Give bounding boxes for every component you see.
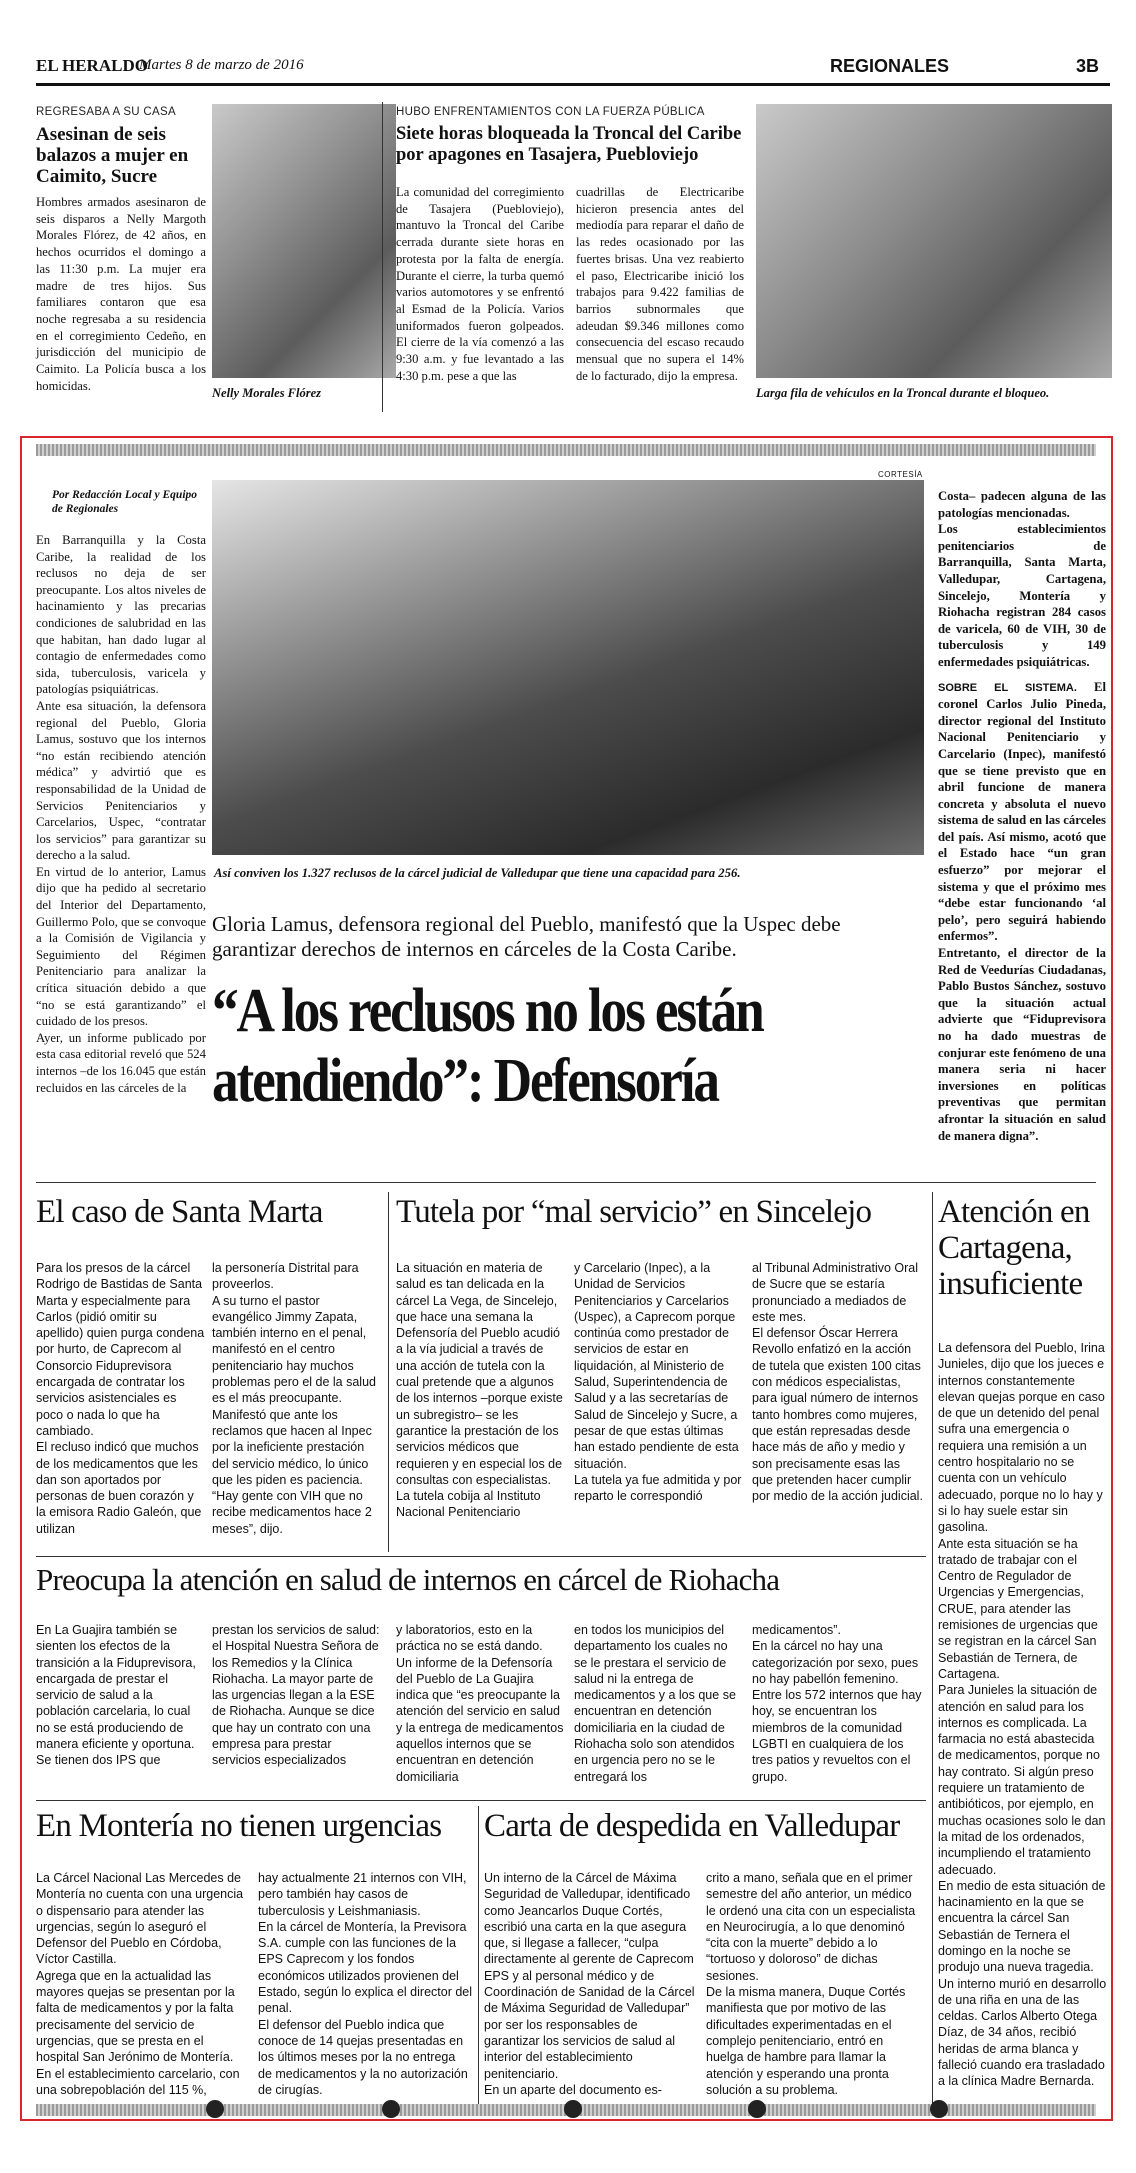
section-title-valledupar: Carta de despedida en Valledupar [484, 1808, 900, 1844]
monteria-col-2: hay actualmente 21 internos con VIH, pero también hay casos de tuberculosis y Leishmaniasis. En la cárcel de Montería, la Previsora S.A. cumple con las funciones de la EPS Caprecom y los fondos económicos utilizados provienen del Estado, según lo explica el director del penal. El defensor del Pueblo indica que conoce de 14 quejas presentadas en los últimos meses por la no entrega de medicamentos y la no autorización de cirugías. [258, 1871, 473, 2097]
monteria-col-1: La Cárcel Nacional Las Mercedes de Montería no cuenta con una urgencia o dispensario para atender las urgencias, según lo aseguró el Defensor del Pueblo en Córdoba, Víctor Castilla. Agrega que en la actualidad las mayores quejas se presentan por la falta de medicamentos y por la falta precisamente del servicio de urgencias, que se presta en el hospital San Jerónimo de Montería. En el establecimiento carcelario, con una sobrepoblación del 115 %, [36, 1871, 244, 2097]
deck: Gloria Lamus, defensora regional del Pueblo, manifestó que la Uspec debe garantizar derechos de internos en cárceles de la Costa Caribe. [212, 912, 841, 961]
riohacha-col-1: En La Guajira también se sienten los efectos de la transición a la Fiduprevisora, encargada de prestar el servicio de salud a la población carcelaria, lo cual no se está produciendo de manera eficiente y oportuna. Se tienen dos IPS que [36, 1623, 196, 1768]
photo-caption: Así conviven los 1.327 reclusos de la cárcel judicial de Valledupar que tiene una capacidad para 256. [214, 866, 741, 880]
santa-marta-col-2: la personería Distrital para proveerlos. A su turno el pastor evangélico Jimmy Zapata, también interno en el penal, manifestó en el centro penitenciario hay muchos problemas pero el de la salud es el más preocupante. Manifestó que ante los reclamos que hacen al Inpec por la ineficiente prestación del servicio médico, lo único que les piden es paciencia. “Hay gente con VIH que no recibe medicamentos hace 2 meses”, dijo. [212, 1261, 376, 1536]
story-title: Asesinan de seis balazos a mujer en Caimito, Sucre [36, 124, 189, 187]
sincelejo-col-3: al Tribunal Administrativo Oral de Sucre que se estaría pronunciado a mediados de este mes. El defensor Óscar Herrera Revollo enfatizó en la acción de tutela que existen 100 citas con médicos especialistas, para igual número de internos tanto hombres como mujeres, que están represadas desde hace más de año y medio y son precisamente esas las que pretenden hacer cumplir por medio de la acción judicial. [752, 1261, 923, 1504]
valledupar-col-2: crito a mano, señala que en el primer semestre del año anterior, un médico le ordenó una cita con un especialista en Neurocirugía, a lo que denominó “cita con la muerte” debido a lo “tortuoso y doloroso” de dichas sesiones. De la misma manera, Duque Cortés manifiesta que por motivo de las dificultades experimentadas en el complejo penitenciario, entró en huelga de hambre para llamar la atención y esperando una pronta solución a su problema. [706, 1871, 916, 2097]
registration-mark [930, 2100, 948, 2118]
section-lead: SOBRE EL SISTEMA. [938, 681, 1077, 694]
section-rule [36, 1556, 926, 1557]
valledupar-col-1: Un interno de la Cárcel de Máxima Seguridad de Valledupar, identificado como Jeancarlos Duque Cortés, escribió una carta en la que asegura que, si llegase a fallecer, “culpa directamente al gerente de Caprecom EPS y al personal médico y de Coordinación de Sanidad de la Cárcel de Máxima Seguridad de Valledupar” por ser los responsables de garantizar los servicios de salud al interior del establecimiento penitenciario. En un aparte del documento es- [484, 1871, 695, 2097]
main-right-column [938, 488, 1106, 1144]
section-title-cartagena: Atención en Cartagena, insuficiente [938, 1194, 1090, 1302]
column-rule [388, 1192, 389, 1552]
section-title-sincelejo: Tutela por “mal servicio” en Sincelejo [396, 1194, 872, 1230]
registration-mark [206, 2100, 224, 2118]
riohacha-col-3: y laboratorios, esto en la práctica no se está dando. Un informe de la Defensoría del Pueblo de La Guajira indica que “es preocupante la atención del servicio en salud y la entrega de medicamentos aquellos internos que se encuentran en detención domiciliaria [396, 1623, 564, 1784]
prison-photo [212, 480, 924, 855]
cartagena-body: La defensora del Pueblo, Irina Junieles, dijo que los jueces e internos constantemente elevan quejas porque en caso de que un detenido del penal sufra una emergencia o requiera una remisión a un centro hospitalario no se cuenta con un vehículo adecuado, porque no lo hay y si lo hay suele estar sin gasolina. Ante esta situación se ha tratado de trabajar con el Centro de Regulador de Urgencias y Emergencias, CRUE, para atender las remisiones de urgencias que se registran en la cárcel San Sebastián de Ternera, de Cartagena. Para Junieles la situación de atención en salud para los internos es complicada. La farmacia no está abastecida de medicamentos, porque no hay contrato. Si algún preso requiere un tratamiento de antibióticos, por ejemplo, en muchas ocasiones solo le dan la mitad de los ordenados, incumpliendo el tratamiento adecuado. En medio de esta situación de hacinamiento en la que se encuentra la cárcel San Sebastián de Ternera el domingo en la noche se produjo una nueva tragedia. Un interno murió en desarrollo de una riña en una de las celdas. Carlos Alberto Otega Díaz, de 34 años, recibió heridas de arma blanca y falleció cuando era trasladado a la clínica Madre Bernarda. [938, 1341, 1107, 2089]
right-column-system [938, 679, 1106, 1145]
photo-caption: Larga fila de vehículos en la Troncal durante el bloqueo. [756, 386, 1050, 400]
photo-credit: CORTESÍA [878, 470, 923, 479]
registration-mark [564, 2100, 582, 2118]
right-column-text: El coronel Carlos Julio Pineda, director regional del Instituto Nacional Penitenciario y Carcelario (Inpec), manifestó que se tiene previsto que en abril funcione de manera concreta y absoluta el nuevo sistema de salud en las cárceles del país. Así mismo, acotó que el Estado hace “un gran esfuerzo” por mejorar el sistema y que el próximo mes “debe estar funcionando ‘al pelo’, pero seguirá habiendo enfermos”. Entretanto, el director de la Red de Veedurías Ciudadanas, Pablo Bustos Sánchez, sostuvo que la situación actual advierte que “Fiduprevisora no ha dado muestras de conjurar este fenómeno de una manera seria ni hacer inversiones en políticas preventivas que permitan afrontar la situación en salud de manera digna”. [938, 679, 1106, 1143]
story-kicker: REGRESABA A SU CASA [36, 106, 176, 118]
section-title-santa-marta: El caso de Santa Marta [36, 1194, 323, 1230]
story-body: Hombres armados asesinaron de seis disparos a Nelly Margoth Morales Flórez, de 42 años, en hechos ocurridos el domingo a las 11:30 p.m. La mujer era madre de tres hijos. Sus familiares contaron que esa noche regresaba a su residencia en el corregimiento Cedeño, en jurisdicción del municipio de Caimito. La Policía busca a los homicidas. [36, 195, 206, 393]
traffic-jam-photo [756, 104, 1112, 378]
sincelejo-col-2: y Carcelario (Inpec), a la Unidad de Servicios Penitenciarios y Carcelarios (Uspec), a Caprecom porque continúa como prestador de servicios de estar en liquidación, al Ministerio de Salud, Superintendencia de Salud y a las secretarías de Salud de Sincelejo y Sucre, a pesar de que estas últimas han estado pendiente de esta situación. La tutela ya fue admitida y por reparto le correspondió [574, 1261, 742, 1504]
photo-caption: Nelly Morales Flórez [212, 386, 322, 400]
story-kicker: HUBO ENFRENTAMIENTOS CON LA FUERZA PÚBLICA [396, 106, 705, 118]
section-title-monteria: En Montería no tienen urgencias [36, 1808, 442, 1844]
column-rule [382, 102, 383, 412]
issue-date: Martes 8 de marzo de 2016 [139, 57, 304, 73]
story-caimito [36, 96, 366, 416]
page-number: 3B [1076, 56, 1100, 76]
story-col-1: La comunidad del corregimiento de Tasajera (Puebloviejo), mantuvo la Troncal del Caribe cerrada durante siete horas en protesta por la falta de energía. Durante el cierre, la turba quemó varios automotores y se enfrentó al Esmad de la Policía. Varios uniformados fueron golpeados. El cierre de la vía comenzó a las 9:30 a.m. y fue levantado a las 4:30 p.m. pese a que las [396, 185, 564, 383]
page-header [36, 54, 1110, 84]
riohacha-col-2: prestan los servicios de salud: el Hospital Nuestra Señora de los Remedios y la Clínica Riohacha. La mayor parte de las urgencias llegan a la ESE de Riohacha. Aunque se dice que hay un contrato con una empresa para prestar servicios especializados [212, 1623, 380, 1768]
right-column-intro: Costa– padecen alguna de las patologías mencionadas. Los establecimientos penitenciarios de Barranquilla, Santa Marta, Valledupar, Cartagena, Sincelejo, Montería y Riohacha registran 284 casos de varicela, 60 de VIH, 30 de tuberculosis y 149 enfermedades psiquiátricas. [938, 489, 1106, 669]
story-col-2: cuadrillas de Electricaribe hicieron presencia antes del mediodía para reparar el daño de las redes ocasionado por las fuertes brisas. Una vez reabierto el paso, Electricaribe inició los trabajos para 9.422 familias de barrios subnormales que adeudan $9.346 millones como consecuencia del escaso recaudo mensual que no supera el 14% de lo facturado, dijo la empresa. [576, 185, 744, 383]
registration-mark [748, 2100, 766, 2118]
registration-mark [382, 2100, 400, 2118]
main-left-column: En Barranquilla y la Costa Caribe, la realidad de los reclusos no deja de ser preocupante. Los altos niveles de hacinamiento y las precarias condiciones de salubridad en las que habitan, han dado lugar al contagio de enfermedades como sida, tuberculosis, varicela y patologías psiquiátricas. Ante esa situación, la defensora regional del Pueblo, Gloria Lamus, sostuvo que los internos “no están recibiendo atención médica” y advirtió que es responsabilidad de la Unidad de Servicios Penitenciarios y Carcelarios, Uspec, “contratar los servicios” para garantizar su derecho a la salud. En virtud de lo anterior, Lamus dijo que ha pedido al secretario del Interior del Departamento, Guillermo Polo, que se convoque a la Comisión de Vigilancia y Seguimiento del Régimen Penitenciario para analizar la crítica situación debido a que “no se está garantizando” el cuidado de los presos. Ayer, un informe publicado por esta casa editorial reveló que 524 internos –de los 16.045 que están recluidos en las cárceles de la [36, 533, 206, 1095]
header-rule [36, 83, 1110, 86]
section-title-riohacha: Preocupa la atención en salud de internos en cárcel de Riohacha [36, 1562, 780, 1597]
top-band [36, 444, 1096, 456]
paper-name: EL HERALDO [36, 56, 148, 75]
story-title: Siete horas bloqueada la Troncal del Caribe por apagones en Tasajera, Puebloviejo [396, 124, 742, 165]
section-rule [36, 1182, 1096, 1183]
sincelejo-col-1: La situación en materia de salud es tan delicada en la cárcel La Vega, de Sincelejo, que hace una semana la Defensoría del Pueblo acudió a la vía judicial a través de una acción de tutela con la cual pretende que a algunos de los internos –porque existe un subregistro– se les garantice la prestación de los servicios médicos que requieren y en especial los de consultas con especialistas. La tutela cobija al Instituto Nacional Penitenciario [396, 1261, 563, 1520]
story-tasajera [396, 96, 1111, 416]
riohacha-col-4: en todos los municipios del departamento los cuales no se le prestara el servicio de salud ni la entrega de medicamentos y a los que se encuentran en detención domiciliaria en la ciudad de Riohacha solo son atendidos en urgencia pero no se le entregará los [574, 1623, 736, 1784]
victim-photo [212, 104, 396, 378]
byline: Por Redacción Local y Equipo de Regionales [52, 489, 198, 515]
main-headline: “A los reclusos no los están atendiendo”: Defensoría [212, 977, 763, 1115]
section-rule [36, 1800, 926, 1801]
santa-marta-col-1: Para los presos de la cárcel Rodrigo de Bastidas de Santa Marta y especialmente para Carlos (pidió omitir su apellido) quien purga condena por hurto, de Caprecom al Consorcio Fiduprevisora encargada de contratar los servicios asistenciales es poco o nada lo que ha cambiado. El recluso indicó que muchos de los medicamentos que les dan son aportados por personas de buen corazón y la emisora Radio Galeón, que utilizan [36, 1261, 205, 1536]
column-rule [932, 1192, 933, 2112]
section-name: REGIONALES [830, 56, 950, 76]
column-rule [478, 1806, 479, 2106]
riohacha-col-5: medicamentos”. En la cárcel no hay una categorización por sexo, pues no hay pabellón femenino. Entre los 572 internos que hay hoy, se encuentran los miembros de la comunidad LGBTI en cualquiera de los tres patios y revueltos con el grupo. [752, 1623, 922, 1784]
